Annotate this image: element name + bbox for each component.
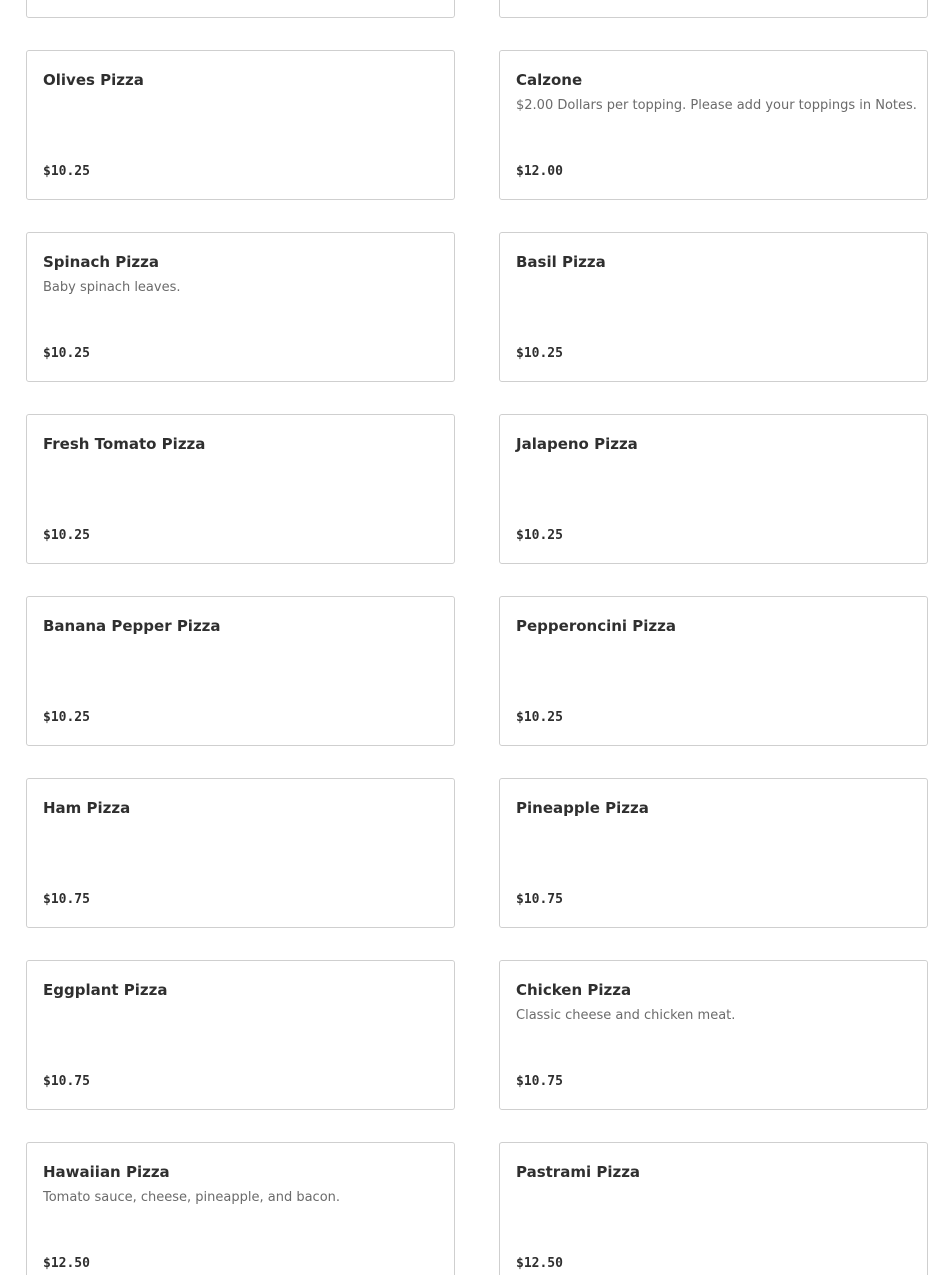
menu-item-card[interactable] — [26, 960, 455, 1110]
menu-item-price: $10.75 — [43, 1074, 90, 1089]
menu-item-price: $10.25 — [43, 528, 90, 543]
menu-item-card[interactable] — [26, 414, 455, 564]
menu-item-description: Classic cheese and chicken meat. — [516, 1008, 736, 1023]
menu-item-name: Jalapeno Pizza — [516, 435, 638, 453]
menu-item-name: Calzone — [516, 71, 583, 89]
menu-item-price: $10.75 — [516, 1074, 563, 1089]
menu-item-price: $10.25 — [43, 710, 90, 725]
menu-item-card[interactable] — [499, 232, 928, 382]
menu-item-card[interactable] — [26, 596, 455, 746]
menu-item-grid — [26, 0, 928, 1275]
menu-item-name: Spinach Pizza — [43, 253, 159, 271]
menu-item-name: Pepperoncini Pizza — [516, 617, 676, 635]
menu-item-card[interactable] — [26, 0, 455, 18]
menu-item-price: $10.25 — [516, 528, 563, 543]
menu-item-description: Tomato sauce, cheese, pineapple, and bacon. — [43, 1190, 341, 1205]
menu-item-name: Ham Pizza — [43, 799, 131, 817]
menu-item-name: Chicken Pizza — [516, 981, 632, 999]
menu-item-price: $10.75 — [43, 892, 90, 907]
menu-item-card[interactable] — [499, 414, 928, 564]
menu-item-card[interactable] — [499, 778, 928, 928]
menu-item-card[interactable] — [499, 1142, 928, 1275]
menu-item-price: $10.25 — [516, 710, 563, 725]
menu-item-card[interactable] — [499, 0, 928, 18]
menu-item-price: $10.25 — [516, 346, 563, 361]
menu-item-card[interactable] — [26, 232, 455, 382]
menu-item-description: Baby spinach leaves. — [43, 280, 181, 295]
menu-item-card[interactable] — [499, 960, 928, 1110]
menu-item-name: Eggplant Pizza — [43, 981, 168, 999]
menu-item-price: $12.50 — [516, 1256, 563, 1271]
menu-item-price: $10.25 — [43, 164, 90, 179]
menu-item-price: $10.25 — [43, 346, 90, 361]
menu-item-name: Banana Pepper Pizza — [43, 617, 221, 635]
menu-item-name: Olives Pizza — [43, 71, 144, 89]
menu-item-price: $12.00 — [516, 164, 563, 179]
menu-item-name: Basil Pizza — [516, 253, 606, 271]
menu-item-name: Hawaiian Pizza — [43, 1163, 170, 1181]
menu-item-name: Fresh Tomato Pizza — [43, 435, 206, 453]
menu-item-card[interactable] — [499, 50, 928, 200]
menu-item-name: Pastrami Pizza — [516, 1163, 641, 1181]
menu-item-card[interactable] — [499, 596, 928, 746]
menu-item-description: $2.00 Dollars per topping. Please add your toppings in Notes. — [516, 98, 917, 113]
menu-item-card[interactable] — [26, 1142, 455, 1275]
menu-item-price: $10.75 — [516, 892, 563, 907]
menu-item-card[interactable] — [26, 778, 455, 928]
menu-item-name: Pineapple Pizza — [516, 799, 649, 817]
menu-item-price: $12.50 — [43, 1256, 90, 1271]
menu-item-card[interactable] — [26, 50, 455, 200]
